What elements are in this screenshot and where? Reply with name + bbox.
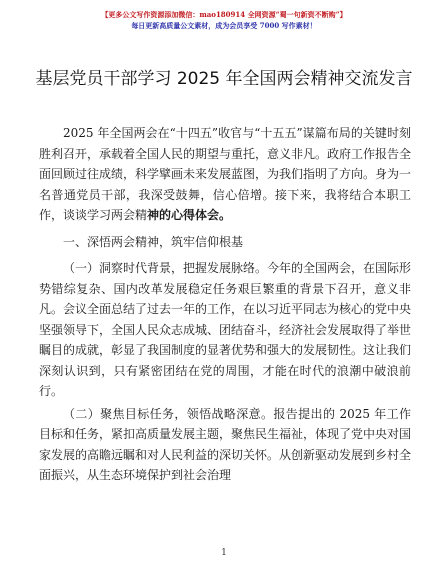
intro-bold-text: 神的心得体会。 — [147, 208, 232, 222]
paragraph-1: （一）洞察时代背景，把握发展脉络。今年的全国两会，在国际形势错综复杂、国内改革发展稳定任务艰巨繁重的背景下召开，意义非凡。会议全面总结了过去一年的工作，在以习近平同志为核心的党中央坚强领导下，全国人民众志成城、团结奋斗，经济社会发展取得了举世瞩目的成就，彰显了我国制度的显著优势和强大的发展韧性。这让我们深刻认识到，只有紧密团结在党的周围，才能在时代的浪潮中破浪前行。 — [39, 261, 412, 398]
section-heading-1: 一、深悟两会精神，筑牢信仰根基 — [63, 234, 244, 249]
page-number: 1 — [221, 548, 227, 558]
paragraph-2: （二）聚焦目标任务，领悟战略深意。报告提出的 2025 年工作目标和任务，紧扣高质量发展主题，聚焦民生福祉，体现了党中央对国家发展的高瞻远瞩和对人民利益的深切关怀。从创新驱动发展到乡村全面振兴，从生态环境保护到社会治理 — [39, 406, 412, 482]
document-body — [39, 123, 411, 486]
intro-text: 2025 年全国两会在“十四五”收官与“十五五”谋篇布局的关键时刻胜利召开，承载着全国人民的期望与重托，意义非凡。政府工作报告全面回顾过往成绩，科学擘画未来发展蓝图，为我们指明了方向。身为一名普通党员干部，我深受鼓舞，信心倍增。接下来，我将结合本职工作，谈谈学习两会精 — [39, 126, 412, 222]
promo-banner-line-2: 每日更新高质量公文素材，成为会员享受 7000 写作素材！ — [131, 21, 317, 30]
promo-banner-line-1: 【更多公文写作资源添加微信：mao180914 全网资源“蜀一句新资不断购”】 — [101, 10, 347, 19]
intro-paragraph — [39, 123, 411, 226]
document-title: 基层党员干部学习 2025 年全国两会精神交流发言 — [35, 69, 413, 89]
